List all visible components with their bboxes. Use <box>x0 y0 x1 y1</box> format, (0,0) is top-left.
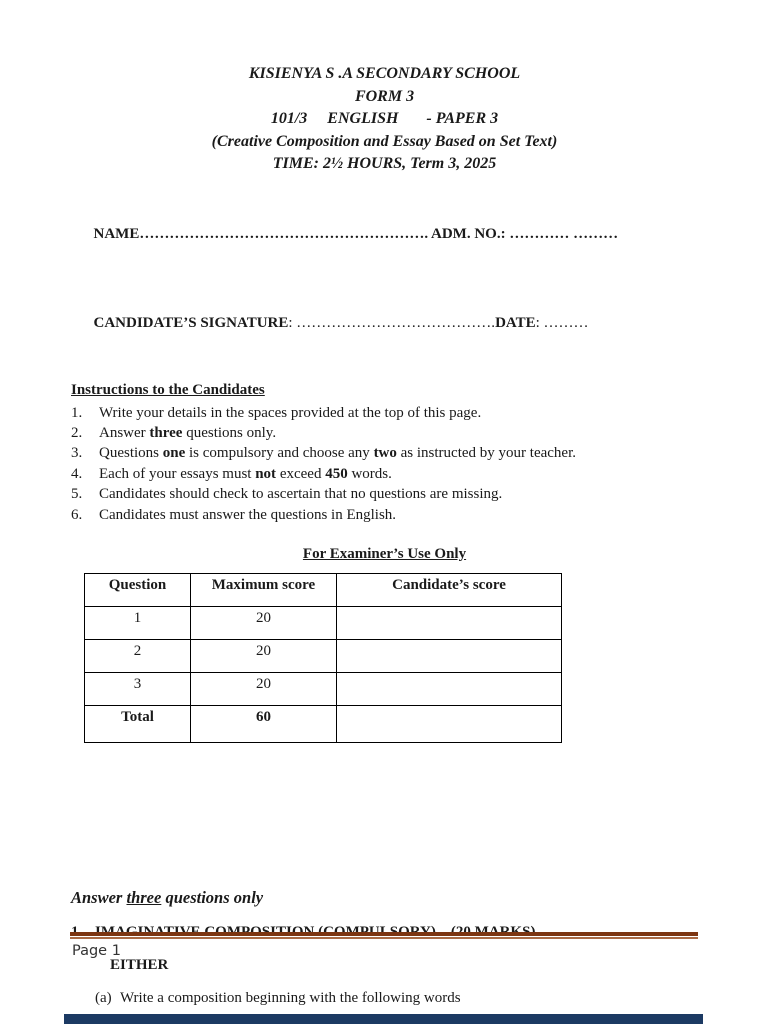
instruction-number: 4. <box>71 465 83 482</box>
instruction-number: 3. <box>71 445 83 462</box>
instruction-text: Answer three questions only. <box>99 424 277 441</box>
cell-total-max: 60 <box>191 705 337 742</box>
table-total-row <box>85 705 562 742</box>
instruction-item <box>71 443 698 463</box>
question-1a <box>95 989 698 1008</box>
signature-label: CANDIDATE’S SIGNATURE <box>93 314 289 331</box>
answer-note: Answer three questions only <box>71 887 264 907</box>
school-name: KISIENYA S .A SECONDARY SCHOOL <box>248 65 521 82</box>
cell-candidate-score <box>337 639 562 672</box>
question-1a-label: (a) <box>95 989 112 1006</box>
cell-question: 1 <box>85 606 191 639</box>
table-row <box>85 606 562 639</box>
page-content <box>71 0 698 1008</box>
instruction-item <box>71 464 698 484</box>
examiner-table-title: For Examiner’s Use Only <box>302 545 467 562</box>
page-number-label: Page 1 <box>72 943 121 959</box>
form-level: FORM 3 <box>354 87 415 105</box>
cell-question: 3 <box>85 672 191 705</box>
instruction-text: Write your details in the spaces provided at the top of this page. <box>99 404 482 421</box>
next-page-edge-bar <box>64 1014 703 1024</box>
paper-subtitle: (Creative Composition and Essay Based on Set Text) <box>211 132 558 150</box>
footer-rule-light <box>70 937 698 939</box>
paper-code-line: 101/3 ENGLISH - PAPER 3 <box>270 110 499 127</box>
date-dotted-blank: : ……… <box>535 314 589 331</box>
cell-total-label: Total <box>85 705 191 742</box>
instructions-list <box>71 403 698 525</box>
page-footer <box>70 932 698 959</box>
header-maximum-score: Maximum score <box>191 573 337 606</box>
table-row <box>85 639 562 672</box>
name-adm-line <box>71 206 698 263</box>
instruction-item <box>71 484 698 504</box>
instruction-item <box>71 423 698 443</box>
instructions-heading: Instructions to the Candidates <box>71 381 265 398</box>
table-header-row <box>85 573 562 606</box>
header-question: Question <box>85 573 191 606</box>
name-dotted-blank: …………………………………………………. <box>139 225 432 242</box>
table-row <box>85 672 562 705</box>
either-label: EITHER <box>110 956 169 973</box>
adm-dotted-blank: ………… ……… <box>505 225 619 242</box>
signature-date-line <box>71 295 698 352</box>
cell-max-score: 20 <box>191 672 337 705</box>
cell-max-score: 20 <box>191 639 337 672</box>
question-1a-text: Write a composition beginning with the following words <box>120 989 461 1006</box>
instruction-text: Candidates must answer the questions in English. <box>99 506 397 523</box>
instruction-number: 6. <box>71 506 83 523</box>
cell-candidate-score <box>337 606 562 639</box>
examiner-score-table <box>84 573 562 743</box>
paper-header <box>71 63 698 176</box>
instruction-number: 1. <box>71 404 83 421</box>
name-label: NAME <box>93 225 140 242</box>
header-candidate-score: Candidate’s score <box>337 573 562 606</box>
instruction-item <box>71 403 698 423</box>
signature-dotted-blank: : …………………………………. <box>288 314 496 331</box>
instruction-item <box>71 505 698 525</box>
instruction-text: Each of your essays must not exceed 450 words. <box>99 465 392 482</box>
instruction-number: 2. <box>71 424 83 441</box>
cell-max-score: 20 <box>191 606 337 639</box>
time-term-line: TIME: 2½ HOURS, Term 3, 2025 <box>272 155 497 172</box>
instruction-text: Questions one is compulsory and choose any two as instructed by your teacher. <box>99 445 576 462</box>
instruction-number: 5. <box>71 486 83 503</box>
cell-candidate-score <box>337 672 562 705</box>
date-label: DATE <box>495 314 536 331</box>
cell-total-score <box>337 705 562 742</box>
instruction-text: Candidates should check to ascertain that no questions are missing. <box>99 486 503 503</box>
adm-no-label: ADM. NO.: <box>431 225 506 242</box>
cell-question: 2 <box>85 639 191 672</box>
